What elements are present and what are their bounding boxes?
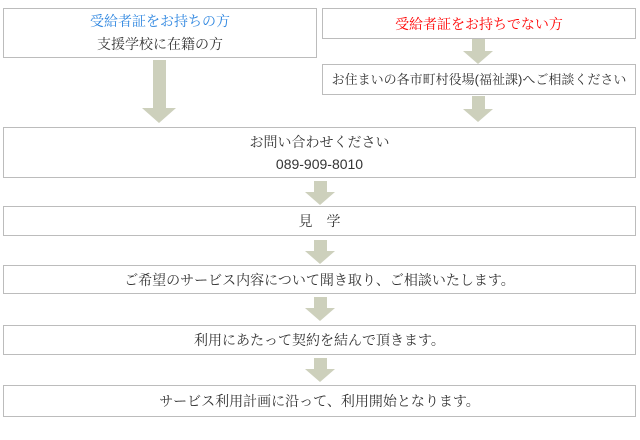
step-hearing-text: ご希望のサービス内容について聞き取り、ご相談いたします。 <box>124 271 515 288</box>
contact-phone-number: 089-909-8010 <box>275 155 364 172</box>
arrow-shaft <box>314 297 327 308</box>
box-city-office-consult <box>322 64 636 95</box>
certificate-holder-subheading: 支援学校に在籍の方 <box>97 36 223 52</box>
certificate-holder-heading: 受給者証をお持ちの方 <box>90 13 230 29</box>
arrow-head <box>142 108 176 123</box>
step-service-start-text: サービス利用計画に沿って、利用開始となります。 <box>159 393 480 409</box>
arrow-shaft <box>314 240 327 251</box>
contact-text: お問い合わせください <box>249 133 390 150</box>
arrow-shaft <box>472 39 485 51</box>
box-step-tour <box>3 206 636 236</box>
box-step-contract <box>3 325 636 355</box>
arrow-head <box>463 109 493 122</box>
down-arrow <box>305 240 335 264</box>
down-arrow <box>305 358 335 382</box>
arrow-shaft <box>314 181 327 192</box>
arrow-shaft <box>472 96 485 109</box>
no-certificate-heading: 受給者証をお持ちでない方 <box>395 15 563 32</box>
down-arrow <box>305 181 335 205</box>
box-contact <box>3 127 636 178</box>
step-contract-text: 利用にあたって契約を結んで頂きます。 <box>194 332 445 348</box>
box-certificate-holder <box>3 8 317 58</box>
arrow-head <box>305 192 335 205</box>
down-arrow <box>463 39 493 64</box>
arrow-head <box>305 308 335 321</box>
arrow-head <box>305 251 335 264</box>
box-step-service-start <box>3 385 636 417</box>
box-step-hearing <box>3 265 636 294</box>
arrow-head <box>463 51 493 64</box>
down-arrow <box>142 60 176 123</box>
step-tour-text: 見 学 <box>298 213 341 229</box>
arrow-head <box>305 369 335 382</box>
down-arrow <box>305 297 335 321</box>
arrow-shaft <box>153 60 166 108</box>
down-arrow <box>463 96 493 122</box>
box-no-certificate <box>322 8 636 39</box>
arrow-shaft <box>314 358 327 369</box>
city-office-consult-text: お住まいの各市町村役場(福祉課)へご相談ください <box>331 71 627 87</box>
